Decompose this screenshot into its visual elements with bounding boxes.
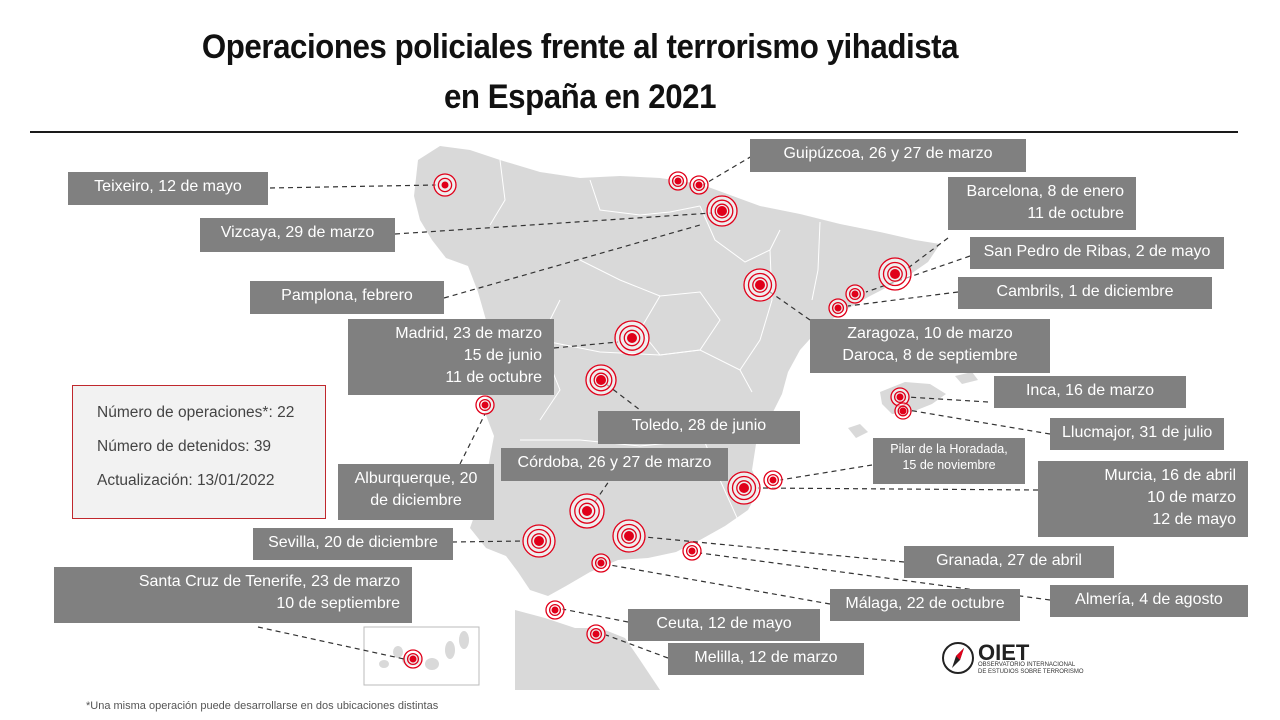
label-melilla-line: Melilla, 12 de marzo: [694, 649, 838, 666]
label-vizcaya-line: Vizcaya, 29 de marzo: [220, 224, 375, 241]
stats-box: [72, 385, 326, 519]
ibiza-island: [848, 424, 868, 438]
label-melilla: [668, 643, 864, 675]
marker-barcelona: [879, 258, 911, 290]
label-granada-line: Granada, 27 de abril: [936, 552, 1082, 569]
label-barcelona: [948, 177, 1136, 230]
marker-llucmajor: [895, 403, 911, 419]
label-tenerife-line: Santa Cruz de Tenerife, 23 de marzo: [138, 573, 400, 590]
leader-line: [908, 410, 1050, 434]
logo-subtitle-line-2: DE ESTUDIOS SOBRE TERRORISMO: [978, 669, 1084, 675]
marker-malaga: [592, 554, 610, 572]
label-murcia: [1038, 461, 1248, 537]
menorca-island: [955, 372, 978, 384]
marker-madrid: [615, 321, 649, 355]
label-madrid: [348, 319, 554, 395]
label-guipuzcoa: [750, 139, 1026, 172]
label-malaga: [830, 589, 1020, 621]
label-llucmajor-line: Llucmajor, 31 de julio: [1062, 424, 1213, 441]
label-almeria-line: Almería, 4 de agosto: [1075, 591, 1223, 608]
label-barcelona-line: 11 de octubre: [1027, 205, 1124, 222]
label-teixeiro: [68, 172, 268, 205]
label-cordoba: [501, 448, 728, 481]
label-cambrils: [958, 277, 1212, 309]
title-line-1: Operaciones policiales frente al terrorismo yihadista: [201, 28, 959, 66]
marker-tenerife: [404, 650, 422, 668]
stat-detenidos: Número de detenidos: 39: [97, 438, 272, 455]
label-zaragoza-line: Daroca, 8 de septiembre: [842, 347, 1018, 364]
label-san-pedro: [970, 237, 1224, 269]
marker-pilar: [764, 471, 782, 489]
marker-almeria: [683, 542, 701, 560]
label-alburquerque: [338, 464, 494, 520]
label-sevilla: [253, 528, 453, 560]
title-line-2: en España en 2021: [443, 78, 717, 116]
label-ceuta-line: Ceuta, 12 de mayo: [656, 615, 792, 632]
leader-line: [780, 465, 872, 480]
marker-murcia: [728, 472, 760, 504]
stat-actualizacion: Actualización: 13/01/2022: [97, 472, 275, 489]
leader-line: [703, 156, 752, 185]
compass-icon: [940, 640, 976, 676]
label-cordoba-line: Córdoba, 26 y 27 de marzo: [517, 454, 712, 471]
label-inca-line: Inca, 16 de marzo: [1025, 382, 1155, 399]
label-tenerife: [54, 567, 412, 623]
label-murcia-line: 10 de marzo: [1147, 489, 1236, 506]
label-cambrils-line: Cambrils, 1 de diciembre: [996, 283, 1174, 300]
label-madrid-line: Madrid, 23 de marzo: [395, 325, 542, 342]
label-sevilla-line: Sevilla, 20 de diciembre: [268, 534, 438, 551]
marker-ceuta: [546, 601, 564, 619]
label-vizcaya: [200, 218, 395, 252]
label-san-pedro-line: San Pedro de Ribas, 2 de mayo: [983, 243, 1211, 260]
logo-subtitle-line-1: OBSERVATORIO INTERNACIONAL: [978, 662, 1076, 668]
leader-line: [610, 565, 830, 604]
marker-vizcaya: [707, 196, 737, 226]
label-murcia-line: 12 de mayo: [1152, 511, 1236, 528]
label-barcelona-line: Barcelona, 8 de enero: [966, 183, 1124, 200]
label-tenerife-line: 10 de septiembre: [276, 595, 400, 612]
label-zaragoza-line: Zaragoza, 10 de marzo: [847, 325, 1013, 342]
leader-line: [460, 414, 485, 464]
mallorca-island: [880, 382, 946, 414]
leader-line: [758, 488, 1038, 490]
label-alburquerque-line: Alburquerque, 20: [354, 470, 478, 487]
label-pamplona: [250, 281, 444, 314]
label-alburquerque-line: de diciembre: [370, 492, 462, 509]
label-ceuta: [628, 609, 820, 641]
oiet-logo: [940, 640, 1084, 680]
marker-granada: [613, 520, 645, 552]
label-llucmajor: [1050, 418, 1224, 450]
marker-cordoba: [570, 494, 604, 528]
marker-teixeiro: [434, 174, 456, 196]
marker-san-pedro: [846, 285, 864, 303]
logo-name: OIET: [978, 640, 1030, 665]
label-teixeiro-line: Teixeiro, 12 de mayo: [94, 178, 242, 195]
leader-line: [562, 609, 628, 622]
stat-operaciones: Número de operaciones*: 22: [97, 404, 295, 421]
leader-line: [270, 185, 436, 188]
marker-guipuzcoa-2: [690, 176, 708, 194]
label-zaragoza: [810, 319, 1050, 373]
marker-alburquerque: [476, 396, 494, 414]
label-madrid-line: 15 de junio: [463, 347, 542, 364]
label-pilar: [873, 438, 1025, 484]
label-granada: [904, 546, 1114, 578]
label-toledo: [598, 411, 800, 444]
marker-cambrils: [829, 299, 847, 317]
label-toledo-line: Toledo, 28 de junio: [631, 417, 767, 434]
label-madrid-line: 11 de octubre: [445, 369, 542, 386]
label-guipuzcoa-line: Guipúzcoa, 26 y 27 de marzo: [783, 145, 993, 162]
label-malaga-line: Málaga, 22 de octubre: [845, 595, 1005, 612]
label-pilar-line: Pilar de la Horadada,: [890, 442, 1008, 456]
label-pilar-line: 15 de noviembre: [902, 458, 996, 472]
label-murcia-line: Murcia, 16 de abril: [1104, 467, 1236, 484]
logo-subtitle: [978, 662, 1088, 676]
label-inca: [994, 376, 1186, 408]
marker-zaragoza: [744, 269, 776, 301]
marker-guipuzcoa-1: [669, 172, 687, 190]
marker-melilla: [587, 625, 605, 643]
label-almeria: [1050, 585, 1248, 617]
footnote: *Una misma operación puede desarrollarse en dos ubicaciones distintas: [86, 700, 439, 712]
label-pamplona-line: Pamplona, febrero: [281, 287, 413, 304]
marker-sevilla: [523, 525, 555, 557]
marker-toledo: [586, 365, 616, 395]
